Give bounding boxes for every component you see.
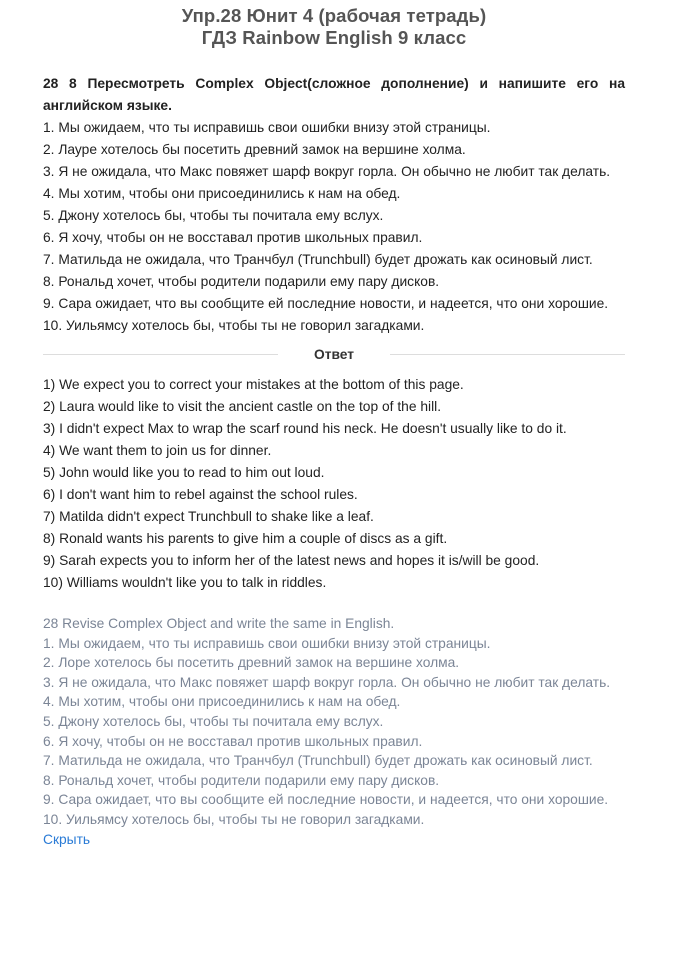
answer-item: 4) We want them to join us for dinner. [43,443,272,458]
answer-item: 6) I don't want him to rebel against the school rules. [43,487,358,502]
answer-divider [43,343,625,365]
title-line-1: Упр.28 Юнит 4 (рабочая тетрадь) [181,5,487,26]
answer-item: 5) John would like you to read to him out loud. [43,465,325,480]
answer-item: 1) We expect you to correct your mistakes at the bottom of this page. [43,377,464,392]
page-title [43,0,625,49]
translation-item: 1. Мы ожидаем, что ты исправишь свои ошибки внизу этой страницы. [43,635,491,651]
task-block [43,73,625,337]
divider-line-left [43,354,278,355]
answer-item: 8) Ronald wants his parents to give him a couple of discs as a gift. [43,531,448,546]
translation-item: 10. Уильямсу хотелось бы, чтобы ты не говорил загадками. [43,811,425,827]
translation-item: 7. Матильда не ожидала, что Транчбул (Trunchbull) будет дрожать как осиновый лист. [43,753,593,769]
answer-item: 9) Sarah expects you to inform her of the latest news and hopes it is/will be good. [43,553,540,568]
answer-label: Ответ [313,346,355,362]
translation-item: 5. Джону хотелось бы, чтобы ты почитала ему вслух. [43,713,384,729]
translation-item: 9. Сара ожидает, что вы сообщите ей последние новости, и надеется, что они хорошие. [43,792,609,808]
task-item: 8. Рональд хочет, чтобы родители подарили ему пару дисков. [43,274,440,289]
task-item: 7. Матильда не ожидала, что Транчбул (Trunchbull) будет дрожать как осиновый лист. [43,252,593,267]
task-item: 3. Я не ожидала, что Макс повяжет шарф вокруг горла. Он обычно не любит так делать. [43,164,611,179]
translation-item: 8. Рональд хочет, чтобы родители подарили ему пару дисков. [43,772,440,788]
translation-heading: 28 Revise Complex Object and write the same in English. [43,616,395,631]
answer-item: 2) Laura would like to visit the ancient castle on the top of the hill. [43,399,442,414]
task-item: 2. Лауре хотелось бы посетить древний замок на вершине холма. [43,142,466,157]
translation-item: 3. Я не ожидала, что Макс повяжет шарф вокруг горла. Он обычно не любит так делать. [43,674,611,690]
translation-item: 2. Лоре хотелось бы посетить древний замок на вершине холма. [43,655,460,671]
answer-block [43,374,625,594]
divider-line-right [390,354,625,355]
translation-block [43,614,625,850]
hide-link[interactable]: Скрыть [43,831,91,847]
task-item: 4. Мы хотим, чтобы они присоединились к нам на обед. [43,186,401,201]
title-line-2: ГДЗ Rainbow English 9 класс [201,27,467,48]
task-item: 6. Я хочу, чтобы он не восставал против школьных правил. [43,230,423,245]
task-item: 5. Джону хотелось бы, чтобы ты почитала ему вслух. [43,208,384,223]
translation-item: 6. Я хочу, чтобы он не восставал против школьных правил. [43,733,423,749]
task-item: 9. Сара ожидает, что вы сообщите ей последние новости, и надеется, что они хорошие. [43,296,609,311]
task-item: 1. Мы ожидаем, что ты исправишь свои ошибки внизу этой страницы. [43,120,491,135]
answer-item: 3) I didn't expect Max to wrap the scarf round his neck. He doesn't usually like to do it. [43,421,567,436]
translation-item: 4. Мы хотим, чтобы они присоединились к нам на обед. [43,694,401,710]
answer-item: 7) Matilda didn't expect Trunchbull to shake like a leaf. [43,509,374,524]
answer-item: 10) Williams wouldn't like you to talk in riddles. [43,575,327,590]
task-heading: 28 8 Пересмотреть Complex Object(сложное дополнение) и напишите его на английском языке. [43,76,625,113]
task-item: 10. Уильямсу хотелось бы, чтобы ты не говорил загадками. [43,318,425,333]
